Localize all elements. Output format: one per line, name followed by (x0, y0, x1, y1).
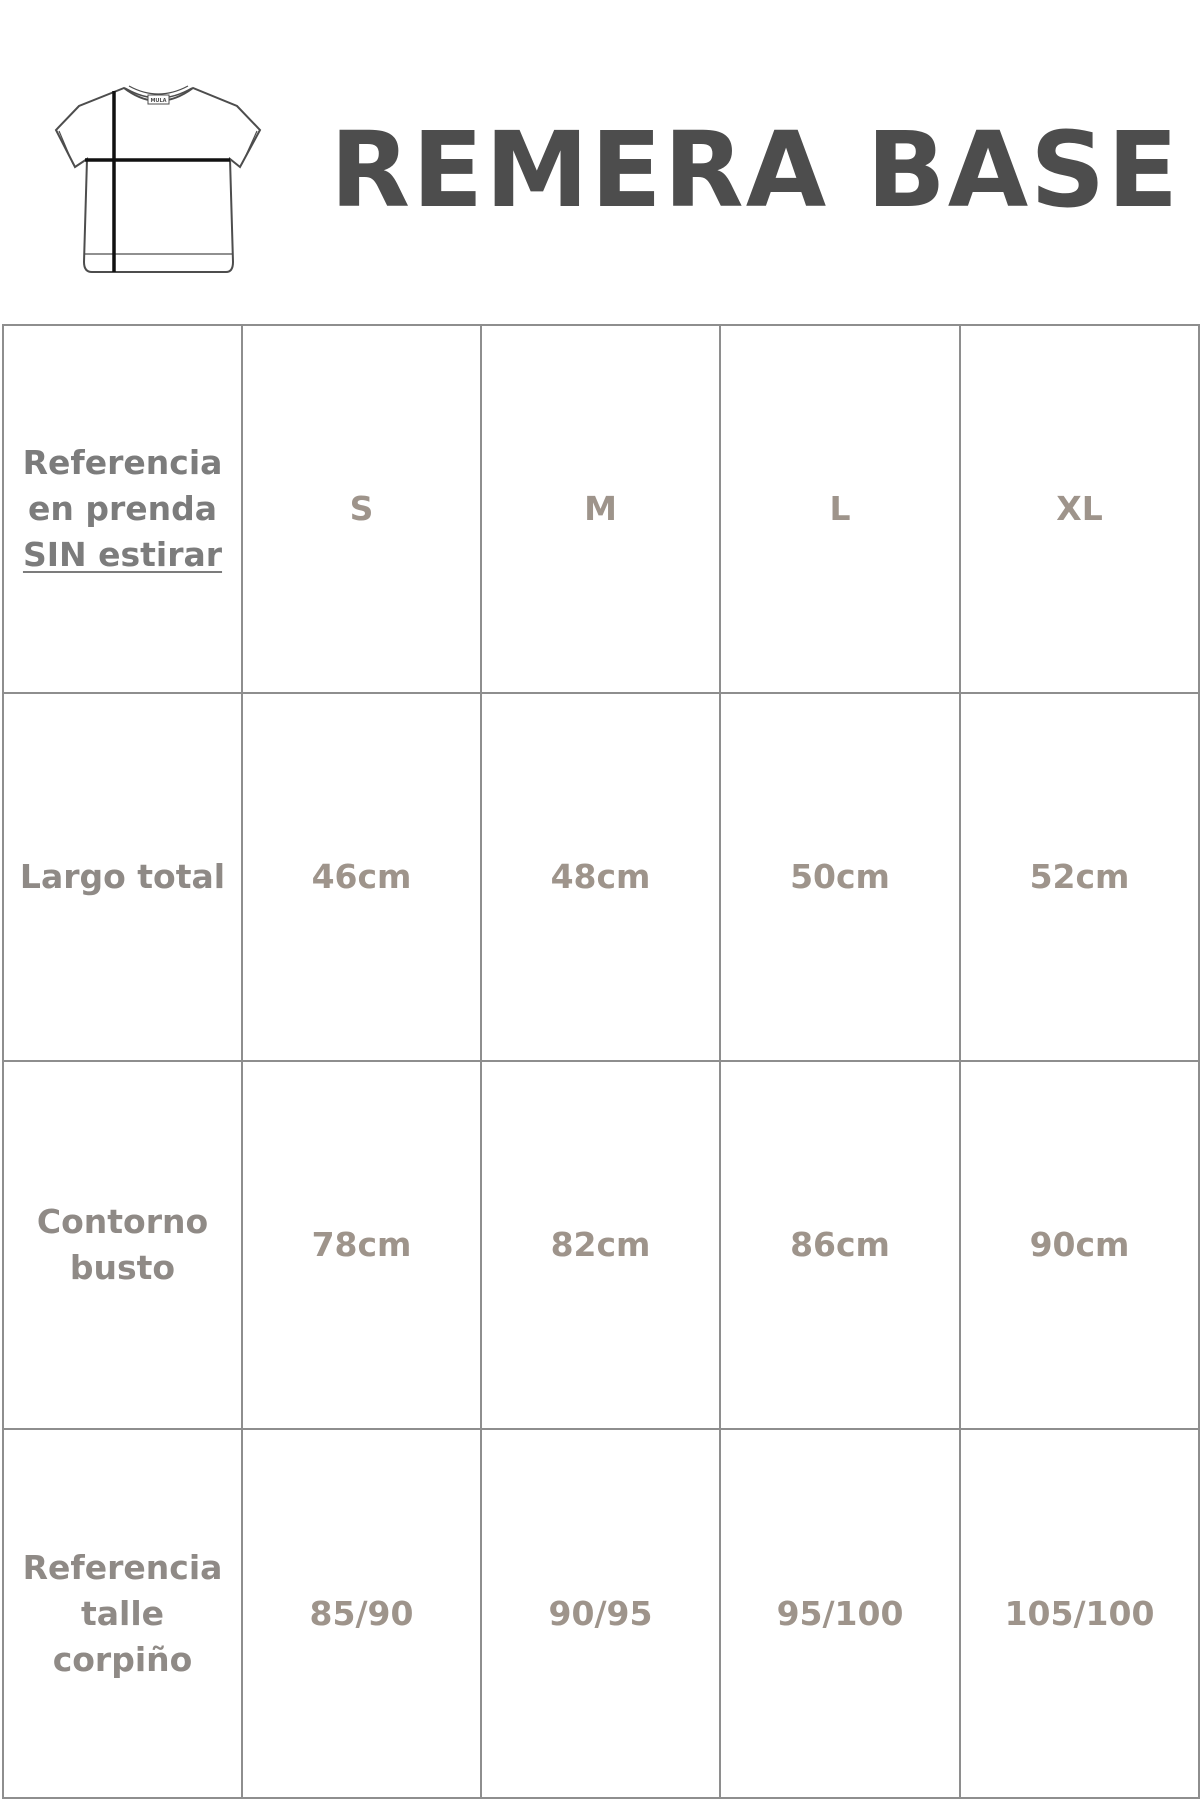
value-cell: 85/90 (242, 1429, 481, 1798)
table-row-referencia-corpino (3, 1429, 1199, 1798)
value-cell: 46cm (242, 693, 481, 1061)
size-header-xl: XL (960, 325, 1199, 693)
value-cell: 90/95 (481, 1429, 720, 1798)
value-cell: 95/100 (720, 1429, 960, 1798)
brand-tag-label: MULA (150, 98, 167, 104)
reference-header-line1: Referencia (22, 443, 223, 482)
value-cell: 90cm (960, 1061, 1199, 1429)
table-row-largo-total (3, 693, 1199, 1061)
value-cell: 52cm (960, 693, 1199, 1061)
size-header-l: L (720, 325, 960, 693)
size-header-s: S (242, 325, 481, 693)
reference-header-line2: en prenda (27, 489, 218, 528)
row-label-line: busto (69, 1248, 176, 1287)
row-label-line: Contorno (36, 1202, 209, 1241)
reference-header-cell (3, 325, 242, 693)
table-row-contorno-busto (3, 1061, 1199, 1429)
value-cell: 105/100 (960, 1429, 1199, 1798)
value-cell: 50cm (720, 693, 960, 1061)
value-cell: 48cm (481, 693, 720, 1061)
tshirt-measurement-icon (52, 82, 264, 276)
size-chart-table (2, 324, 1200, 1799)
page-title: REMERA BASE (330, 109, 1181, 231)
row-label-line: Largo total (19, 857, 226, 896)
page-header (0, 0, 1200, 320)
header-row (3, 325, 1199, 693)
reference-header-line3: SIN estirar (22, 535, 223, 574)
value-cell: 82cm (481, 1061, 720, 1429)
row-label-largo-total (3, 693, 242, 1061)
row-label-referencia-corpino (3, 1429, 242, 1798)
row-label-line: talle corpiño (52, 1593, 193, 1679)
value-cell: 86cm (720, 1061, 960, 1429)
row-label-line: Referencia (22, 1547, 223, 1587)
value-cell: 78cm (242, 1061, 481, 1429)
size-header-m: M (481, 325, 720, 693)
row-label-contorno-busto (3, 1061, 242, 1429)
